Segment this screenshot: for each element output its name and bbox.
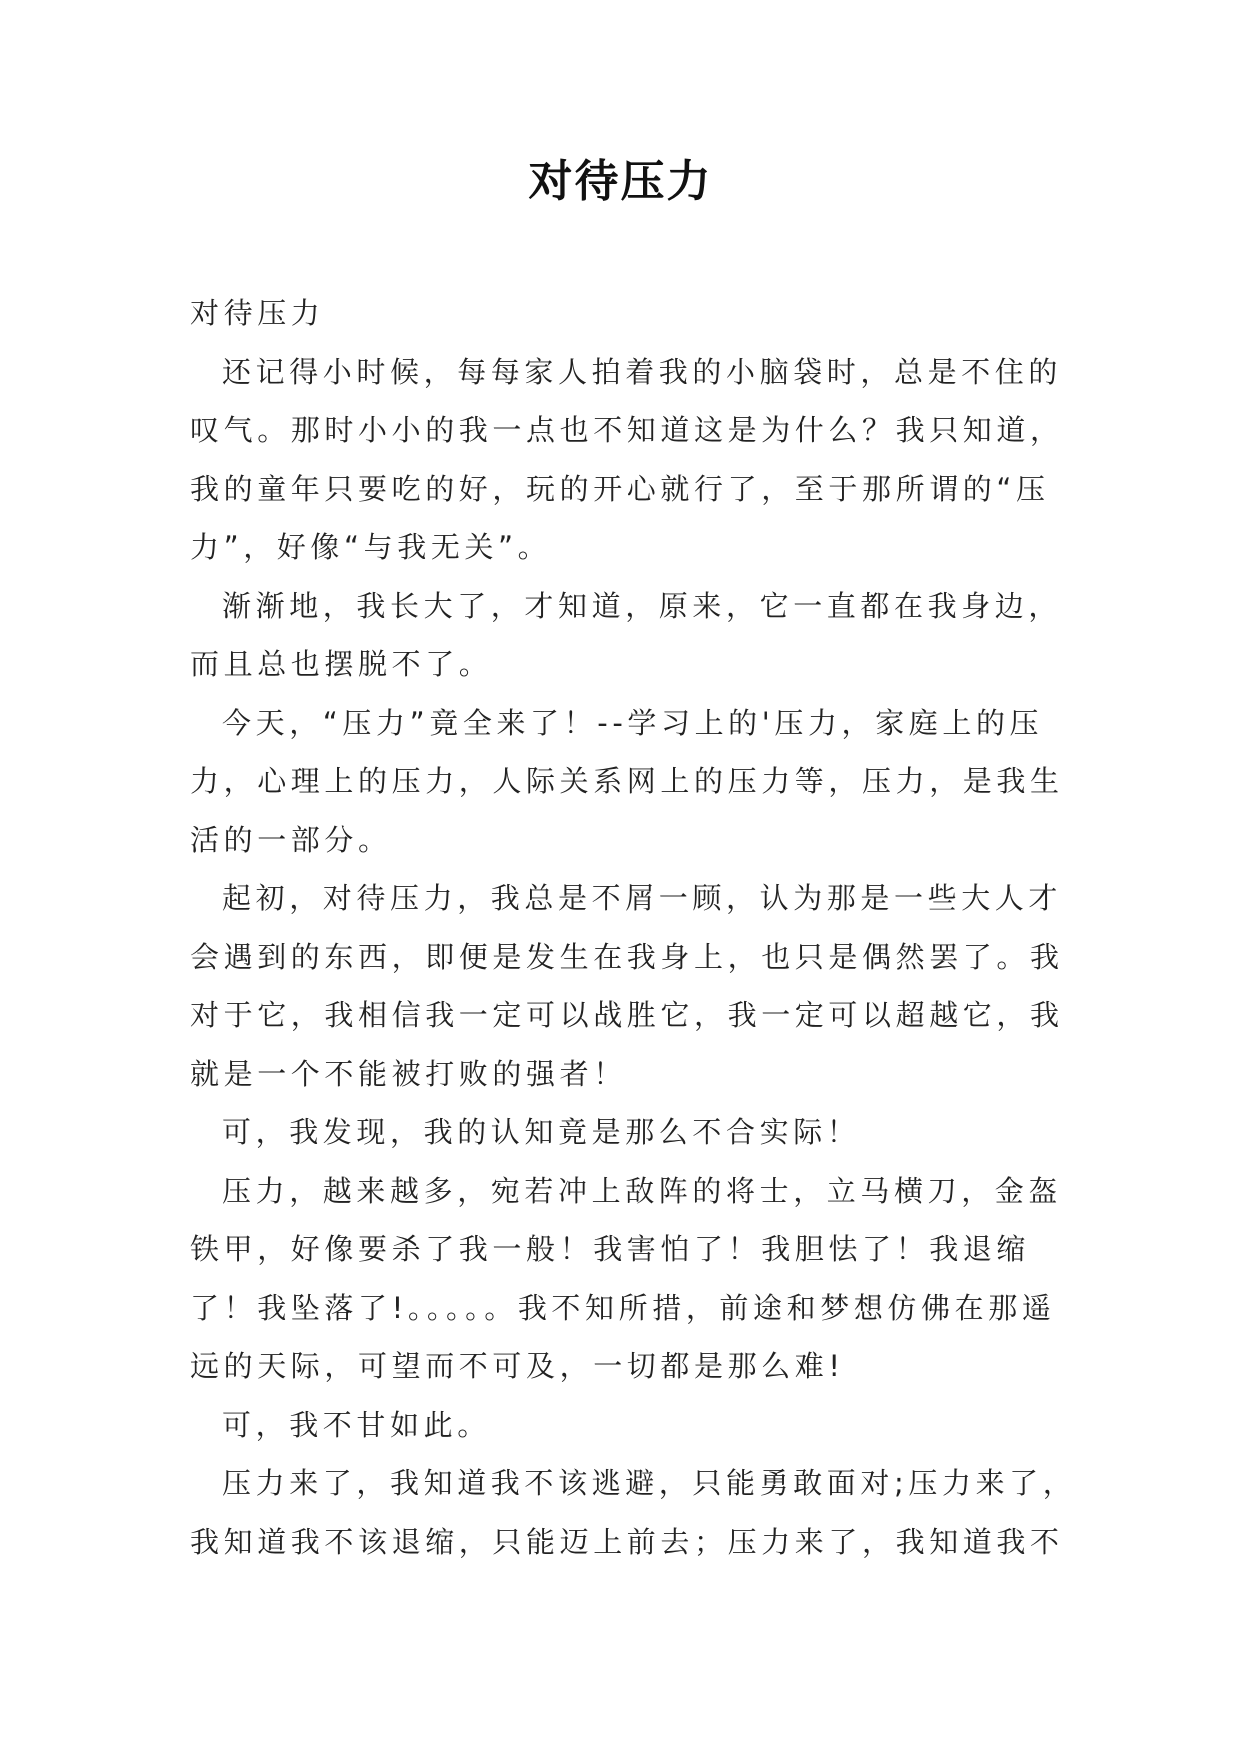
text-line: 我的童年只要吃的好，玩的开心就行了，至于那所谓的“压 — [190, 471, 1050, 506]
text-line: 还记得小时候，每每家人拍着我的小脑袋时，总是不住的 — [222, 354, 1063, 389]
text-line: 对于它，我相信我一定可以战胜它，我一定可以超越它，我 — [190, 998, 1064, 1032]
text-line: 压力来了，我知道我不该逃避，只能勇敢面对;压力来了， — [222, 1466, 1077, 1500]
text-line: 力，心理上的压力，人际关系网上的压力等，压力，是我生 — [190, 764, 1064, 798]
text-line: 今天，“压力”竟全来了！--学习上的'压力，家庭上的压 — [222, 705, 1044, 740]
body-text — [190, 284, 1077, 1571]
text-line: 压力，越来越多，宛若冲上敌阵的将士，立马横刀，金盔 — [222, 1173, 1063, 1208]
text-line: 我知道我不该退缩，只能迈上前去；压力来了，我知道我不 — [190, 1524, 1064, 1559]
text-line: 铁甲，好像要杀了我一般！我害怕了！我胆怯了！我退缩 — [190, 1232, 1031, 1266]
text-line: 渐渐地，我长大了，才知道，原来，它一直都在我身边， — [222, 588, 1063, 623]
text-line: 远的天际，可望而不可及，一切都是那么难! — [190, 1349, 845, 1383]
text-line: 叹气。那时小小的我一点也不知道这是为什么？我只知道， — [190, 413, 1064, 447]
text-line: 可，我不甘如此。 — [222, 1407, 491, 1442]
text-line: 了！我坠落了!。。。。。我不知所措，前途和梦想仿佛在那遥 — [190, 1290, 1056, 1325]
text-line: 而且总也摆脱不了。 — [190, 647, 493, 681]
text-line: 起初，对待压力，我总是不屑一顾，认为那是一些大人才 — [222, 881, 1063, 915]
text-line: 会遇到的东西，即便是发生在我身上，也只是偶然罢了。我 — [190, 939, 1064, 974]
text-line: 对待压力 — [190, 296, 325, 330]
text-line: 就是一个不能被打败的强者！ — [190, 1056, 627, 1091]
text-line: 活的一部分。 — [190, 822, 392, 857]
text-line: 力”，好像“与我无关”。 — [190, 530, 552, 564]
page-title: 对待压力 — [528, 156, 713, 207]
text-line: 可，我发现，我的认知竟是那么不合实际！ — [222, 1115, 861, 1149]
